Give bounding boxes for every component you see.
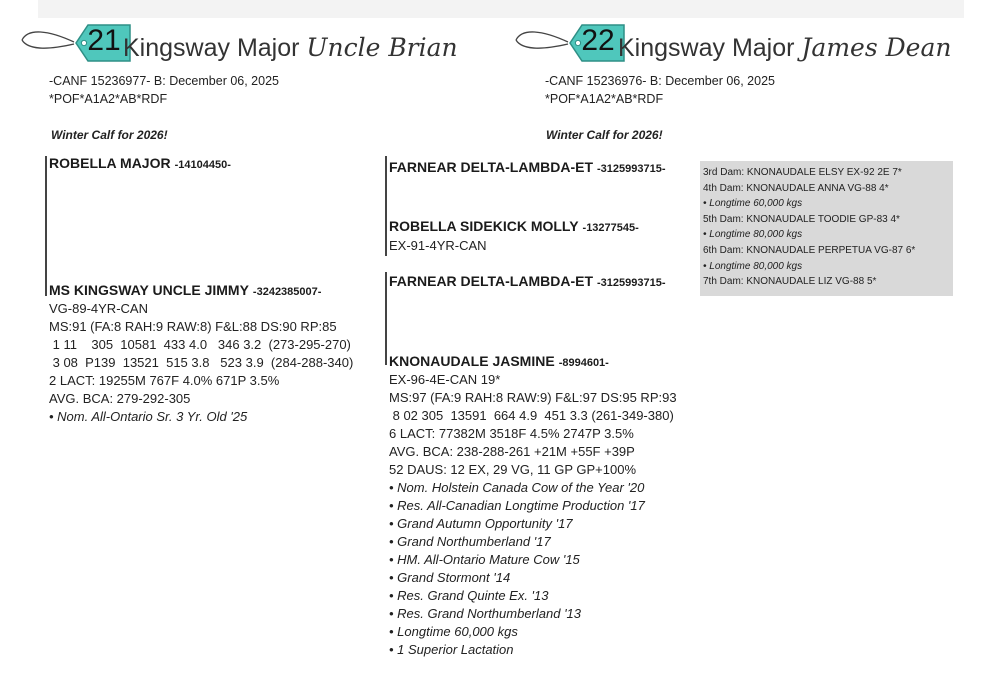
lot-21-dam-line: MS:91 (FA:8 RAH:9 RAW:8) F&L:88 DS:90 RP:85	[49, 319, 337, 334]
lot-21-sire-reg: -14104450-	[174, 159, 231, 171]
lot-22-dam	[389, 353, 609, 369]
lot-22-dam-honor: • 1 Superior Lactation	[389, 642, 514, 657]
lot-21-dam-line: VG-89-4YR-CAN	[49, 301, 148, 316]
lot-21-dam-honor: • Nom. All-Ontario Sr. 3 Yr. Old '25	[49, 409, 248, 424]
dam-box-line: • Longtime 80,000 kgs	[703, 229, 803, 241]
lot-22-title-main: Kingsway Major	[618, 34, 795, 62]
lot-22-dam-honor: • Res. All-Canadian Longtime Production '17	[389, 498, 645, 513]
lot-21-dam-line: 3 08 P139 13521 515 3.8 523 3.9 (284-288-340)	[49, 355, 354, 370]
lot-22-sire	[389, 159, 666, 175]
lot-22-dam-honor: • Res. Grand Northumberland '13	[389, 606, 582, 621]
lot-21-title-script: Uncle Brian	[306, 33, 458, 62]
lot-22-dam-line: 6 LACT: 77382M 3518F 4.5% 2747P 3.5%	[389, 426, 634, 441]
lot-22-dam-bracket	[385, 272, 387, 365]
lot-22-dam-sire-reg: -3125993715-	[597, 277, 666, 289]
lot-22-dam-sire-name: FARNEAR DELTA-LAMBDA-ET	[389, 273, 594, 289]
lot-21-note: Winter Calf for 2026!	[51, 128, 168, 142]
lot-22-dam-sire	[389, 273, 666, 289]
lot-22-dam-reg: -8994601-	[558, 357, 609, 369]
lot-22-title-script: James Dean	[801, 33, 952, 62]
lot-21-dam-name: MS KINGSWAY UNCLE JIMMY	[49, 282, 249, 298]
lot-22-dam-honor: • Grand Northumberland '17	[389, 534, 551, 549]
lot-22-sire-name: FARNEAR DELTA-LAMBDA-ET	[389, 159, 594, 175]
lot-22-number: 22	[581, 24, 615, 57]
lot-22-dam-line: 52 DAUS: 12 EX, 29 VG, 11 GP GP+100%	[389, 462, 637, 477]
dam-box-line: 7th Dam: KNONAUDALE LIZ VG-88 5*	[703, 276, 877, 288]
lot-22-dam-honor: • HM. All-Ontario Mature Cow '15	[389, 552, 580, 567]
dam-box-line: 4th Dam: KNONAUDALE ANNA VG-88 4*	[703, 182, 889, 194]
lot-22-sire-dam	[389, 218, 639, 234]
lot-21-dam-line: AVG. BCA: 279-292-305	[49, 391, 191, 406]
lot-22-dam-honor: • Longtime 60,000 kgs	[389, 624, 518, 639]
lot-22-dam-honor: • Grand Stormont '14	[389, 570, 511, 585]
lot-22-sire-dam-name: ROBELLA SIDEKICK MOLLY	[389, 218, 579, 234]
dam-box-line: 3rd Dam: KNONAUDALE ELSY EX-92 2E 7*	[703, 167, 902, 178]
lot-21-reg-birth: -CANF 15236977- B: December 06, 2025	[49, 74, 279, 88]
lot-22-dam-line: MS:97 (FA:9 RAH:8 RAW:9) F&L:97 DS:95 RP:93	[389, 390, 677, 405]
lot-22-dam-line: AVG. BCA: 238-288-261 +21M +55F +39P	[389, 444, 635, 459]
lot-22-title	[618, 33, 951, 63]
lot-22-dam-line-box	[700, 161, 953, 296]
lot-22-dam-records	[389, 371, 677, 659]
lot-22-note: Winter Calf for 2026!	[546, 128, 663, 142]
lot-22-dam-line: 8 02 305 13591 664 4.9 451 3.3 (261-349-380)	[389, 408, 674, 423]
lot-22-dam-honor: • Res. Grand Quinte Ex. '13	[389, 588, 549, 603]
lot-22-dam-line: EX-96-4E-CAN 19*	[389, 372, 501, 387]
lot-21-pedigree-bracket	[45, 156, 47, 296]
lot-21-dam-records	[49, 300, 353, 426]
lot-21-dam-line: 2 LACT: 19255M 767F 4.0% 671P 3.5%	[49, 373, 280, 388]
dam-box-line: 6th Dam: KNONAUDALE PERPETUA VG-87 6*	[703, 244, 916, 256]
lot-22-dam-name: KNONAUDALE JASMINE	[389, 353, 555, 369]
lot-22-dam-honor: • Grand Autumn Opportunity '17	[389, 516, 573, 531]
lot-22-codes: *POF*A1A2*AB*RDF	[545, 92, 664, 106]
lot-21-dam	[49, 282, 321, 298]
lot-22-reg-birth: -CANF 15236976- B: December 06, 2025	[545, 74, 775, 88]
lot-21-title-main: Kingsway Major	[123, 34, 300, 62]
lot-22-sire-dam-reg: -13277545-	[582, 222, 639, 234]
lot-21-dam-reg: -3242385007-	[252, 286, 322, 298]
lot-22-sire-dam-line: EX-91-4YR-CAN	[389, 238, 487, 253]
dam-box-line: • Longtime 80,000 kgs	[703, 260, 803, 272]
lot-21-title	[123, 33, 458, 63]
dam-box-line: 5th Dam: KNONAUDALE TOODIE GP-83 4*	[703, 213, 900, 225]
lot-21-codes: *POF*A1A2*AB*RDF	[49, 92, 168, 106]
top-band	[38, 0, 964, 18]
lot-22-sire-bracket	[385, 156, 387, 256]
lot-22-dam-honor: • Nom. Holstein Canada Cow of the Year '20	[389, 480, 645, 495]
lot-22-sire-reg: -3125993715-	[597, 163, 666, 175]
lot-21-dam-line: 1 11 305 10581 433 4.0 346 3.2 (273-295-270)	[49, 337, 351, 352]
dam-box-line: • Longtime 60,000 kgs	[703, 198, 803, 210]
lot-21-sire-name: ROBELLA MAJOR	[49, 155, 171, 171]
lot-21-sire	[49, 155, 231, 171]
lot-21-number: 21	[87, 24, 121, 57]
